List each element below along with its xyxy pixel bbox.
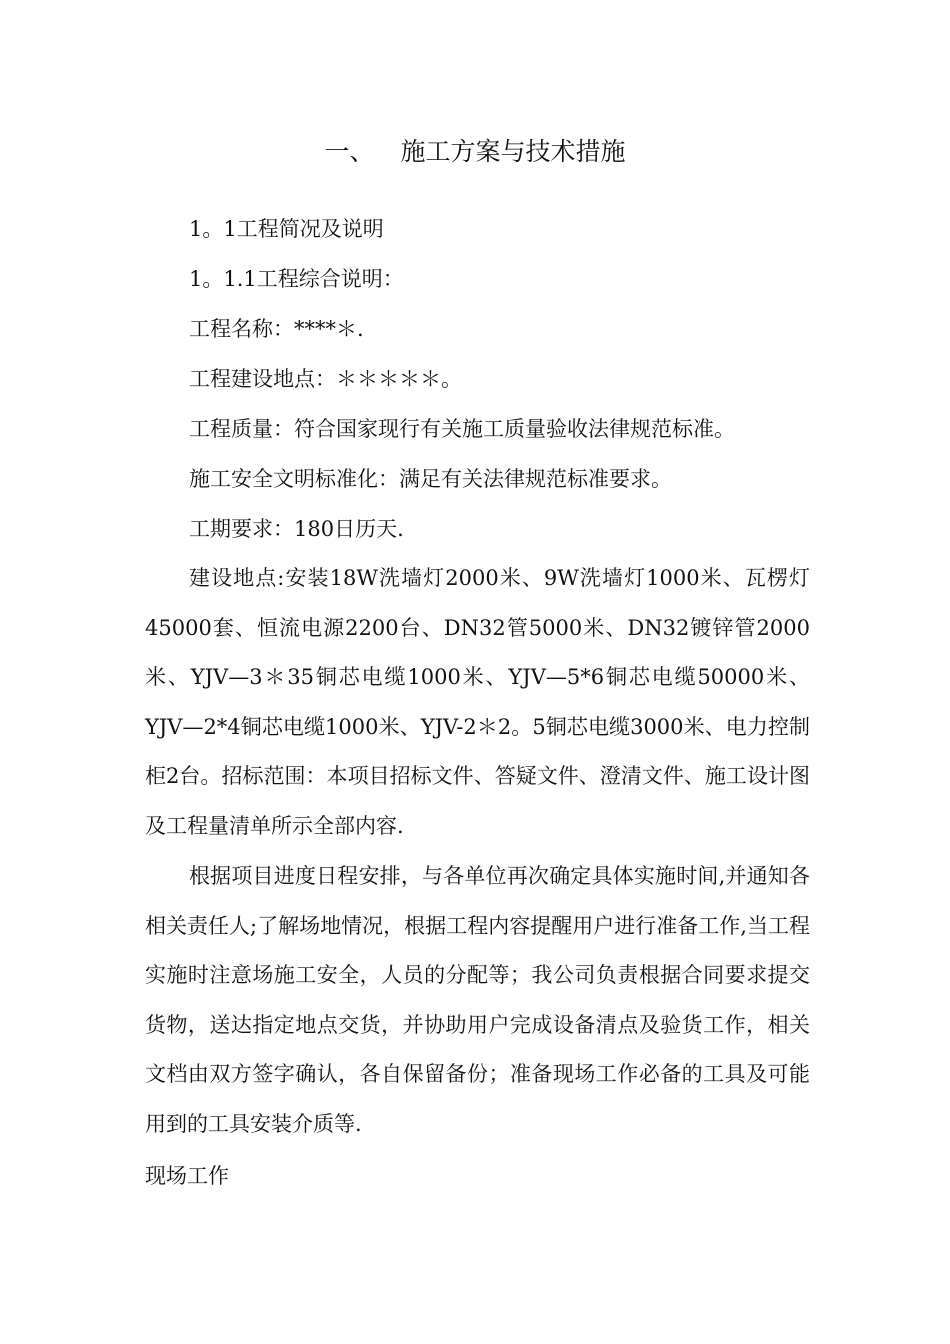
paragraph-scope: 建设地点:安装18W洗墙灯2000米、9W洗墙灯1000米、瓦楞灯45000套、恒流电源2200台、DN32管5000米、DN32镀锌管2000米、YJV—3＊35铜芯电缆1000米、YJV—5*6铜芯电缆50000米、YJV—2*4铜芯电缆1000米、YJV-2＊2。5铜芯电缆3000米、电力控制柜2台。招标范围：本项目招标文件、答疑文件、澄清文件、施工设计图及工程量清单所示全部内容. xyxy=(145,566,810,838)
field-value: 符合国家现行有关施工质量验收法律规范标准。 xyxy=(294,417,735,441)
section-heading: 1。1工程简况及说明 xyxy=(189,217,384,241)
field-value: 满足有关法律规范标准要求。 xyxy=(399,467,672,491)
field-value: 180日历天. xyxy=(294,517,404,541)
field-label: 工程名称： xyxy=(189,317,294,341)
field-project-location xyxy=(189,364,462,394)
field-label: 工程质量： xyxy=(189,417,294,441)
title-text: 施工方案与技术措施 xyxy=(400,137,626,166)
field-label: 工程建设地点： xyxy=(189,367,336,391)
site-work-heading: 现场工作 xyxy=(145,1164,229,1188)
page-title xyxy=(0,134,950,170)
paragraph-schedule: 根据项目进度日程安排，与各单位再次确定具体实施时间,并通知各相关责任人;了解场地情况，根据工程内容提醒用户进行准备工作,当工程实施时注意场施工安全，人员的分配等；我公司负责根据合同要求提交货物，送达指定地点交货，并协助用户完成设备清点及验货工作，相关文档由双方签字确认，各自保留备份；准备现场工作必备的工具及可能用到的工具安装介质等. xyxy=(145,864,810,1136)
subsection-heading: 1。1.1工程综合说明： xyxy=(189,267,404,291)
field-label: 施工安全文明标准化： xyxy=(189,467,399,491)
field-project-quality xyxy=(189,414,735,444)
field-project-name xyxy=(189,314,364,344)
field-value: ****＊. xyxy=(294,317,364,341)
field-safety-standard xyxy=(189,464,672,494)
field-duration xyxy=(189,514,404,544)
title-number: 一、 xyxy=(324,137,375,166)
field-label: 工期要求： xyxy=(189,517,294,541)
field-value: ＊＊＊＊＊。 xyxy=(336,367,462,391)
